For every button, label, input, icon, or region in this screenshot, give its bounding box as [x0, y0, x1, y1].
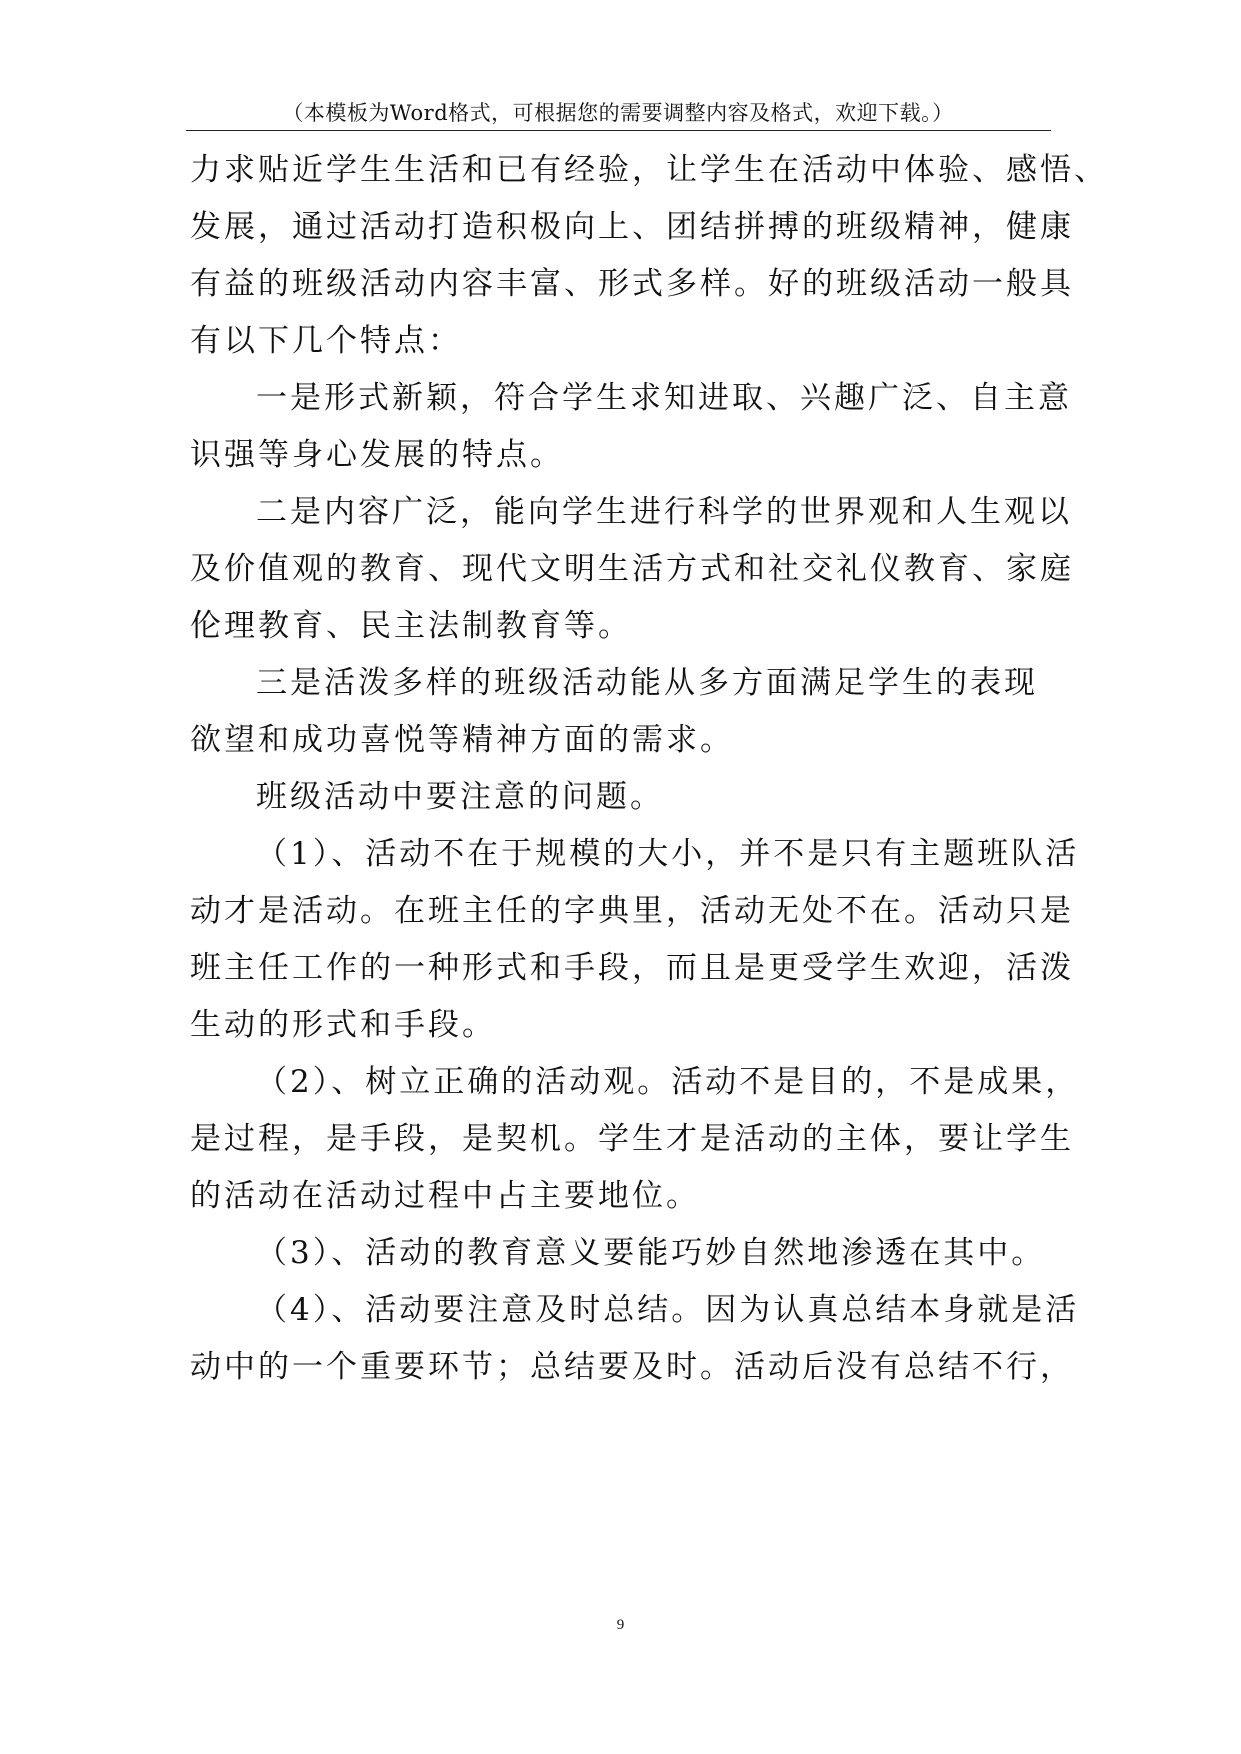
body-line: （2）、树立正确的活动观。活动不是目的，不是成果， — [256, 1064, 1080, 1100]
body-line: 及价值观的教育、现代文明生活方式和社交礼仪教育、家庭 — [190, 551, 1074, 587]
body-line: 欲望和成功喜悦等精神方面的需求。 — [190, 722, 734, 758]
body-line: 三是活泼多样的班级活动能从多方面满足学生的表现 — [256, 665, 1038, 701]
body-line: 动才是活动。在班主任的字典里，活动无处不在。活动只是 — [190, 893, 1074, 929]
body-line: 的活动在活动过程中占主要地位。 — [190, 1178, 700, 1214]
body-line: 二是内容广泛，能向学生进行科学的世界观和人生观以 — [256, 494, 1072, 530]
page-number: 9 — [616, 1617, 625, 1633]
body-line: 一是形式新颖，符合学生求知进取、兴趣广泛、自主意 — [256, 380, 1072, 416]
body-line: （4）、活动要注意及时总结。因为认真总结本身就是活 — [256, 1292, 1080, 1328]
body-line: 伦理教育、民主法制教育等。 — [190, 608, 632, 644]
body-line: 力求贴近学生生活和已有经验，让学生在活动中体验、感悟、 — [190, 152, 1108, 188]
body-line: 发展，通过活动打造积极向上、团结拼搏的班级精神，健康 — [190, 209, 1074, 245]
body-line: 班主任工作的一种形式和手段，而且是更受学生欢迎，活泼 — [190, 950, 1074, 986]
header-note: （本模板为Word格式，可根据您的需要调整内容及格式，欢迎下载。） — [282, 101, 954, 125]
section-heading: 班级活动中要注意的问题。 — [256, 779, 664, 815]
body-line: 有益的班级活动内容丰富、形式多样。好的班级活动一般具 — [190, 266, 1074, 302]
body-line: 识强等身心发展的特点。 — [190, 437, 564, 473]
body-line: 有以下几个特点： — [190, 323, 462, 359]
header-divider — [186, 130, 1051, 131]
body-line: （1）、活动不在于规模的大小，并不是只有主题班队活 — [256, 836, 1080, 872]
body-line: 动中的一个重要环节；总结要及时。活动后没有总结不行， — [190, 1349, 1074, 1385]
body-line: 生动的形式和手段。 — [190, 1007, 496, 1043]
body-line: （3）、活动的教育意义要能巧妙自然地渗透在其中。 — [256, 1235, 1046, 1271]
body-line: 是过程，是手段，是契机。学生才是活动的主体，要让学生 — [190, 1121, 1074, 1157]
